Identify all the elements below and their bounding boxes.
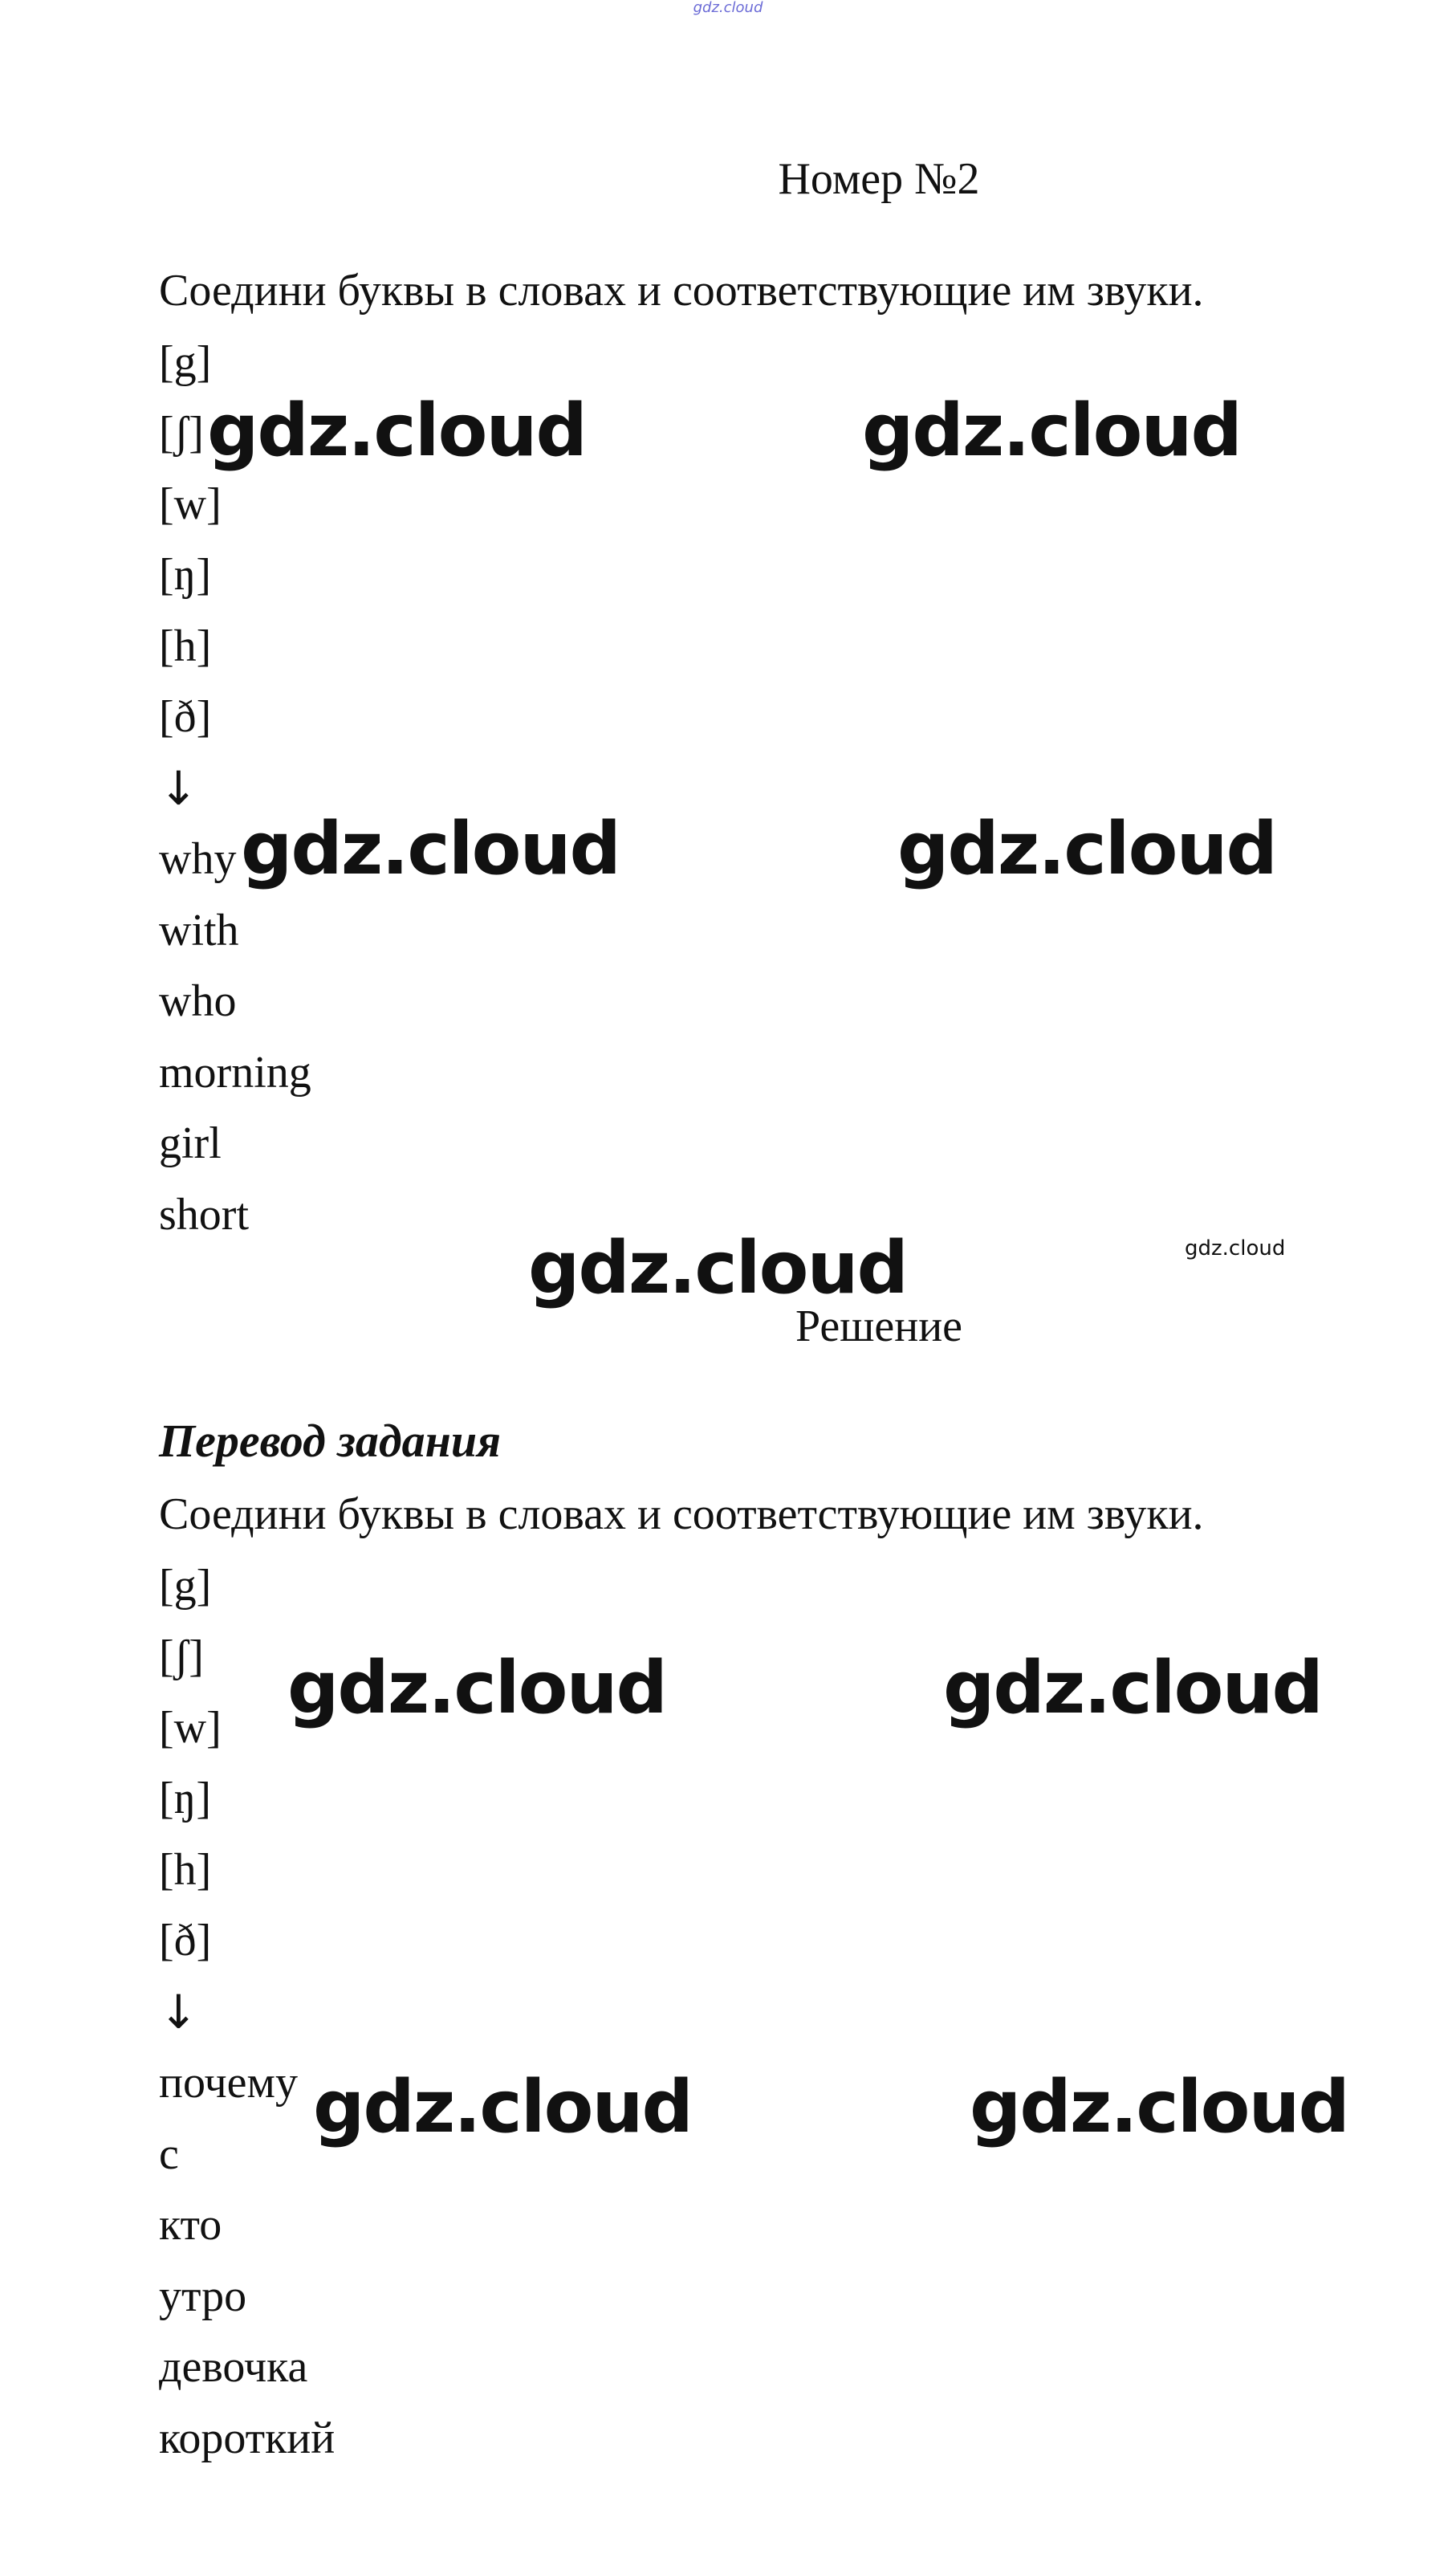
word-item: девочка xyxy=(159,2342,308,2392)
sound-item: [ŋ] xyxy=(159,1774,211,1823)
translation-instruction: Соедини буквы в словах и соответствующие им звуки. xyxy=(159,1489,1204,1539)
sound-item: [g] xyxy=(159,336,212,387)
word-item: who xyxy=(159,976,237,1026)
sound-item: [w] xyxy=(159,479,222,529)
word-item: короткий xyxy=(159,2413,336,2463)
word-item: morning xyxy=(159,1047,311,1098)
sound-item: [h] xyxy=(159,1844,212,1895)
word-item: утро xyxy=(159,2271,247,2321)
top-watermark: gdz.cloud xyxy=(693,0,763,16)
page-title: Номер №2 xyxy=(778,154,980,204)
word-item: с xyxy=(159,2128,179,2179)
watermark: gdz.cloud xyxy=(207,389,586,473)
watermark: gdz.cloud xyxy=(313,2065,692,2149)
down-arrow-icon: ↓ xyxy=(159,1984,198,2039)
sound-item: [ð] xyxy=(159,1916,212,1965)
sound-item: [h] xyxy=(159,621,212,671)
watermark: gdz.cloud xyxy=(287,1646,666,1730)
word-item: with xyxy=(159,905,239,955)
sound-item: [ð] xyxy=(159,692,212,742)
watermark: gdz.cloud xyxy=(970,2065,1348,2149)
word-item: girl xyxy=(159,1118,222,1168)
sound-item: [w] xyxy=(159,1702,222,1753)
task-instruction: Соедини буквы в словах и соответствующие им звуки. xyxy=(159,266,1204,316)
watermark-small: gdz.cloud xyxy=(1185,1236,1286,1261)
word-item: why xyxy=(159,834,237,884)
sound-item: [g] xyxy=(159,1560,212,1611)
down-arrow-icon: ↓ xyxy=(159,760,198,816)
word-item: кто xyxy=(159,2200,222,2250)
word-item: short xyxy=(159,1189,249,1240)
word-item: почему xyxy=(159,2058,298,2108)
sound-item: [ŋ] xyxy=(159,550,211,600)
watermark: gdz.cloud xyxy=(897,807,1276,891)
sound-item: [ʃ] xyxy=(159,408,204,458)
solution-label: Решение xyxy=(795,1301,963,1351)
watermark: gdz.cloud xyxy=(528,1226,907,1310)
watermark: gdz.cloud xyxy=(943,1646,1322,1730)
watermark: gdz.cloud xyxy=(241,807,620,891)
watermark: gdz.cloud xyxy=(862,389,1241,473)
sound-item: [ʃ] xyxy=(159,1631,204,1681)
translation-block xyxy=(159,1479,1204,2474)
translation-heading: Перевод задания xyxy=(159,1415,501,1467)
